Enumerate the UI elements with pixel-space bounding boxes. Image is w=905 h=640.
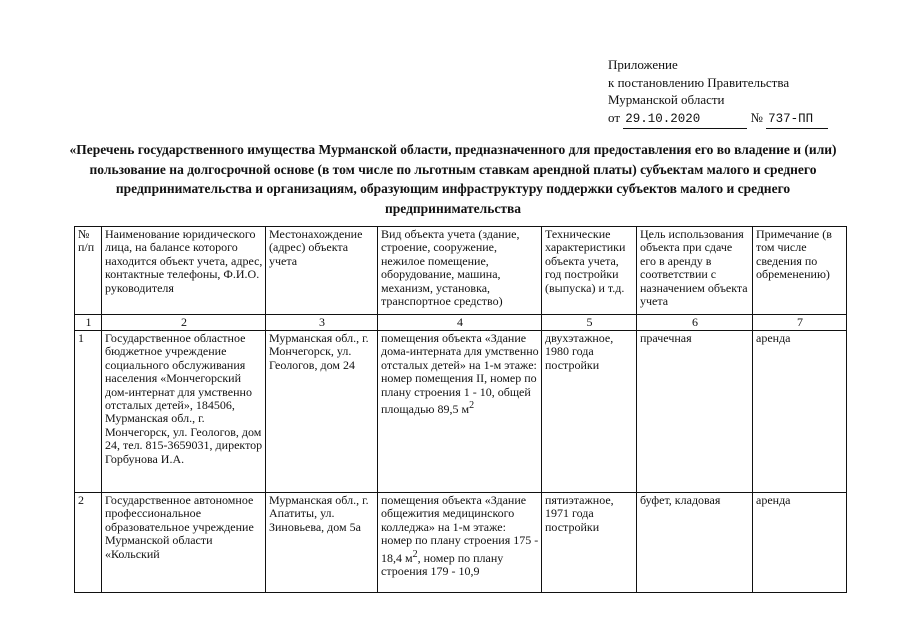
row-num: 1 bbox=[75, 331, 102, 493]
row-tech: двухэтажное, 1980 года постройки bbox=[542, 331, 637, 493]
appendix-line-2: к постановлению Правительства bbox=[608, 74, 790, 90]
column-number: 1 bbox=[75, 315, 102, 331]
object-type-text: помещения объекта «Здание дома-интерната для умственно отсталых детей» на 1-м этаже: номер помещения II, номер по плану строения 1 - 10, общей площадью 89,5 м bbox=[381, 331, 539, 417]
row-object-type bbox=[378, 331, 542, 493]
object-type-text-cont: , номер по плану строения 179 - 10,9 bbox=[381, 550, 504, 579]
column-number: 6 bbox=[637, 315, 753, 331]
document-title: «Перечень государственного имущества Мурманской области, предназначенного для предоставления его во владение и (или) пользование на долгосрочной основе (в том числе по льготным ставкам арендной платы) субъектам малого и среднего предпринимательства и организациям, образующим инфраструктуру поддержки субъектов малого и среднего предпринимательства bbox=[69, 142, 837, 216]
column-number: 4 bbox=[378, 315, 542, 331]
unit-superscript: 2 bbox=[412, 548, 418, 560]
object-type-text: помещения объекта «Здание общежития медицинского колледжа» на 1-м этаже: номер по плану строения 175 - 18,4 м bbox=[381, 493, 539, 565]
row-purpose: буфет, кладовая bbox=[637, 493, 753, 593]
header-note: Примечание (в том числе сведения по обременению) bbox=[753, 227, 847, 315]
row-purpose: прачечная bbox=[637, 331, 753, 493]
appendix-date-line bbox=[608, 109, 828, 130]
row-object-type bbox=[378, 493, 542, 593]
row-note: аренда bbox=[753, 493, 847, 593]
appendix-block bbox=[608, 56, 828, 129]
header-location: Местонахождение (адрес) объекта учета bbox=[266, 227, 378, 315]
header-object-type: Вид объекта учета (здание, строение, сооружение, нежилое помещение, оборудование, машина, механизм, установка, транспортное средство) bbox=[378, 227, 542, 315]
unit-superscript: 2 bbox=[469, 400, 475, 412]
row-location: Мурманская обл., г. Апатиты, ул. Зиновьева, дом 5а bbox=[266, 493, 378, 593]
row-note: аренда bbox=[753, 331, 847, 493]
column-number: 5 bbox=[542, 315, 637, 331]
column-number-row bbox=[75, 315, 847, 331]
row-num: 2 bbox=[75, 493, 102, 593]
appendix-line-3: Мурманской области bbox=[608, 92, 725, 107]
header-num: № п/п bbox=[75, 227, 102, 315]
number-label: № bbox=[750, 109, 763, 125]
table-row bbox=[75, 331, 847, 493]
header-holder: Наименование юридического лица, на балансе которого находится объект учета, адрес, контактные телефоны, Ф.И.О. руководителя bbox=[102, 227, 266, 315]
table-row bbox=[75, 493, 847, 593]
row-holder: Государственное областное бюджетное учреждение социального обслуживания населения «Мончегорский дом-интернат для умственно отсталых детей», 184506, Мурманская обл., г. Мончегорск, ул. Геологов, дом 24, тел. 815-3659031, директор Горбунова И.А. bbox=[102, 331, 266, 493]
from-label: от bbox=[608, 109, 621, 125]
appendix-line-1: Приложение bbox=[608, 57, 678, 72]
column-number: 3 bbox=[266, 315, 378, 331]
property-registry-table bbox=[74, 226, 847, 593]
row-location: Мурманская обл., г. Мончегорск, ул. Геологов, дом 24 bbox=[266, 331, 378, 493]
column-number: 2 bbox=[102, 315, 266, 331]
row-holder: Государственное автономное профессиональное образовательное учреждение Мурманской области «Кольский bbox=[102, 493, 266, 593]
header-tech: Технические характеристики объекта учета, год постройки (выпуска) и т.д. bbox=[542, 227, 637, 315]
row-tech: пятиэтажное, 1971 года постройки bbox=[542, 493, 637, 593]
column-number: 7 bbox=[753, 315, 847, 331]
header-purpose: Цель использования объекта при сдаче его в аренду в соответствии с назначением объекта учета bbox=[637, 227, 753, 315]
table-header-row bbox=[75, 227, 847, 315]
resolution-date: 29.10.2020 bbox=[623, 111, 747, 130]
resolution-number: 737-ПП bbox=[766, 111, 828, 130]
